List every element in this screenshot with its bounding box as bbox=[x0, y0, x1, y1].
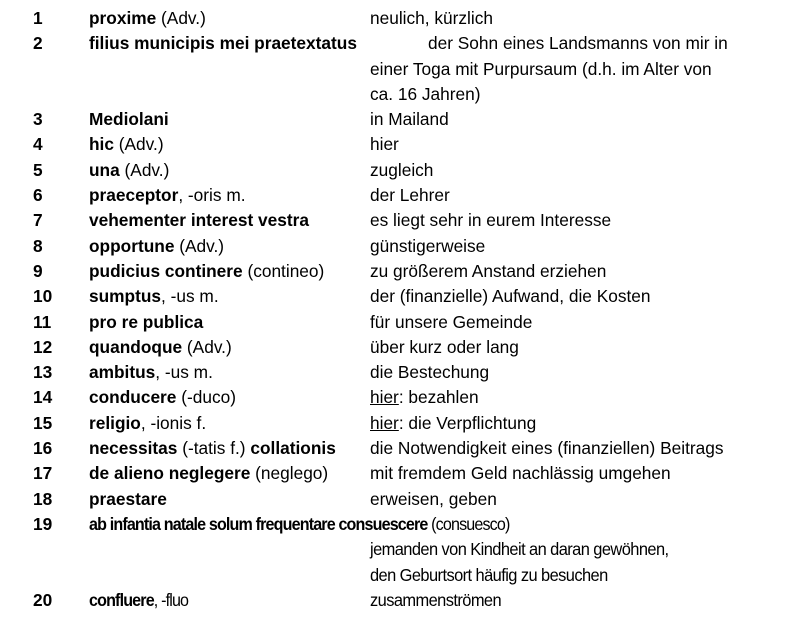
vocab-entry bbox=[0, 487, 805, 512]
latin-grammar: , -us m. bbox=[155, 362, 213, 383]
latin-grammar: (contineo) bbox=[242, 260, 325, 281]
latin-headword: necessitas bbox=[89, 438, 178, 459]
german-translation bbox=[370, 411, 536, 436]
latin-term bbox=[89, 461, 328, 486]
german-translation: für unsere Gemeinde bbox=[370, 311, 533, 332]
latin-grammar: (Adv.) bbox=[156, 8, 206, 28]
latin-term bbox=[89, 107, 169, 132]
vocab-entry bbox=[0, 310, 805, 335]
latin-headword: conducere bbox=[89, 387, 177, 408]
german-translation: jemanden von Kindheit an daran gewöhnen, bbox=[370, 539, 669, 560]
german-translation: zusammenströmen bbox=[370, 589, 502, 610]
latin-term bbox=[89, 234, 224, 259]
vocab-entry-continuation bbox=[0, 563, 805, 588]
latin-grammar: (neglego) bbox=[250, 463, 329, 484]
german-translation: einer Toga mit Purpursaum (d.h. im Alter von bbox=[370, 58, 712, 79]
entry-number: 19 bbox=[33, 513, 53, 534]
vocab-entry bbox=[0, 411, 805, 436]
german-translation: der Sohn eines Landsmanns von mir in bbox=[428, 33, 728, 54]
vocab-entry-continuation bbox=[0, 57, 805, 82]
latin-term bbox=[89, 512, 509, 537]
entry-number: 18 bbox=[33, 488, 53, 509]
german-translation: neulich, kürzlich bbox=[370, 8, 493, 28]
german-meaning: : bezahlen bbox=[398, 387, 479, 408]
german-translation: der (finanzielle) Aufwand, die Kosten bbox=[370, 286, 651, 307]
latin-term bbox=[89, 436, 336, 461]
latin-term bbox=[89, 385, 236, 410]
context-marker: hier bbox=[370, 412, 399, 433]
latin-term bbox=[89, 158, 169, 183]
latin-headword: pudicius continere bbox=[89, 260, 243, 281]
latin-grammar: (Adv.) bbox=[119, 159, 170, 180]
vocab-entry bbox=[0, 183, 805, 208]
vocab-entry bbox=[0, 158, 805, 183]
latin-headword-genitive: collationis bbox=[250, 438, 336, 459]
latin-headword: opportune bbox=[89, 235, 175, 256]
latin-grammar: (Adv.) bbox=[113, 134, 164, 155]
latin-grammar: (Adv.) bbox=[182, 336, 232, 357]
vocab-entry bbox=[0, 234, 805, 259]
entry-number: 4 bbox=[33, 134, 43, 155]
german-translation: ca. 16 Jahren) bbox=[370, 83, 481, 104]
latin-term bbox=[89, 360, 213, 385]
vocab-entry bbox=[0, 284, 805, 309]
latin-term bbox=[89, 208, 309, 233]
latin-term bbox=[89, 284, 219, 309]
latin-term bbox=[89, 31, 357, 56]
context-marker: hier bbox=[370, 387, 399, 408]
latin-headword: praeceptor bbox=[89, 185, 179, 206]
vocab-entry bbox=[0, 588, 805, 613]
german-translation: erweisen, geben bbox=[370, 488, 497, 509]
german-translation: mit fremdem Geld nachlässig umgehen bbox=[370, 463, 671, 484]
entry-number: 13 bbox=[33, 362, 53, 383]
german-translation: in Mailand bbox=[370, 109, 449, 130]
entry-number: 10 bbox=[33, 286, 53, 307]
german-translation: über kurz oder lang bbox=[370, 336, 519, 357]
vocabulary-list bbox=[0, 6, 805, 613]
latin-term bbox=[89, 588, 188, 613]
entry-number: 12 bbox=[33, 336, 53, 357]
latin-term bbox=[89, 310, 203, 335]
german-translation: den Geburtsort häufig zu besuchen bbox=[370, 564, 608, 585]
latin-headword: religio bbox=[89, 412, 141, 433]
latin-headword: ambitus bbox=[89, 362, 156, 383]
vocab-entry-continuation bbox=[0, 537, 805, 562]
vocab-entry bbox=[0, 107, 805, 132]
entry-number: 6 bbox=[33, 185, 43, 206]
german-translation: die Bestechung bbox=[370, 362, 490, 383]
entry-number: 11 bbox=[33, 311, 52, 332]
latin-headword: hic bbox=[89, 134, 114, 155]
latin-headword: de alieno neglegere bbox=[89, 463, 251, 484]
entry-number: 14 bbox=[33, 387, 53, 408]
latin-term bbox=[89, 411, 206, 436]
german-translation: die Notwendigkeit eines (finanziellen) Beitrags bbox=[370, 438, 724, 459]
entry-number: 15 bbox=[33, 412, 53, 433]
latin-headword: quandoque bbox=[89, 336, 183, 357]
vocab-entry bbox=[0, 31, 805, 56]
latin-headword: vehementer interest vestra bbox=[89, 210, 309, 231]
german-translation: zugleich bbox=[370, 159, 434, 180]
entry-number: 7 bbox=[33, 210, 43, 231]
entry-number: 20 bbox=[33, 589, 53, 610]
vocab-entry bbox=[0, 436, 805, 461]
latin-term bbox=[89, 6, 206, 31]
vocab-entry-continuation bbox=[0, 82, 805, 107]
vocab-entry bbox=[0, 6, 805, 31]
latin-grammar: , -oris m. bbox=[178, 185, 246, 206]
entry-number: 8 bbox=[33, 235, 43, 256]
german-translation: es liegt sehr in eurem Interesse bbox=[370, 210, 612, 231]
latin-term bbox=[89, 183, 246, 208]
vocab-entry bbox=[0, 385, 805, 410]
vocab-entry bbox=[0, 208, 805, 233]
latin-grammar: (-tatis f.) bbox=[177, 438, 251, 459]
german-translation: günstigerweise bbox=[370, 235, 486, 256]
latin-headword: praestare bbox=[89, 488, 167, 509]
vocab-entry bbox=[0, 512, 805, 537]
german-meaning: : die Verpflichtung bbox=[398, 412, 537, 433]
vocab-entry bbox=[0, 132, 805, 157]
vocab-entry bbox=[0, 360, 805, 385]
german-translation: der Lehrer bbox=[370, 185, 450, 206]
latin-grammar: , -us m. bbox=[161, 286, 219, 307]
german-translation bbox=[370, 385, 479, 410]
latin-headword: proxime bbox=[89, 8, 157, 28]
entry-number: 9 bbox=[33, 260, 43, 281]
entry-number: 1 bbox=[33, 8, 43, 28]
latin-grammar: , -ionis f. bbox=[140, 412, 207, 433]
entry-number: 2 bbox=[33, 33, 43, 54]
latin-headword: ab infantia natale solum frequentare consuescere bbox=[89, 513, 428, 534]
entry-number: 3 bbox=[33, 109, 43, 130]
german-translation: zu größerem Anstand erziehen bbox=[370, 260, 607, 281]
latin-grammar: (-duco) bbox=[176, 387, 236, 408]
vocab-entry bbox=[0, 259, 805, 284]
latin-headword: una bbox=[89, 159, 120, 180]
latin-headword: sumptus bbox=[89, 286, 162, 307]
entry-number: 5 bbox=[33, 159, 43, 180]
latin-term bbox=[89, 259, 324, 284]
latin-headword: confluere bbox=[89, 589, 154, 610]
entry-number: 16 bbox=[33, 438, 53, 459]
vocab-entry bbox=[0, 461, 805, 486]
latin-headword: pro re publica bbox=[89, 311, 204, 332]
entry-number: 17 bbox=[33, 463, 53, 484]
latin-term bbox=[89, 132, 164, 157]
latin-grammar: , -fluo bbox=[153, 589, 189, 610]
german-translation: hier bbox=[370, 134, 399, 155]
latin-term bbox=[89, 335, 232, 360]
latin-headword: filius municipis mei praetextatus bbox=[89, 33, 357, 54]
latin-headword: Mediolani bbox=[89, 109, 169, 130]
latin-term bbox=[89, 487, 167, 512]
latin-grammar: (Adv.) bbox=[174, 235, 225, 256]
vocab-entry bbox=[0, 335, 805, 360]
latin-grammar: (consuesco) bbox=[427, 513, 510, 534]
